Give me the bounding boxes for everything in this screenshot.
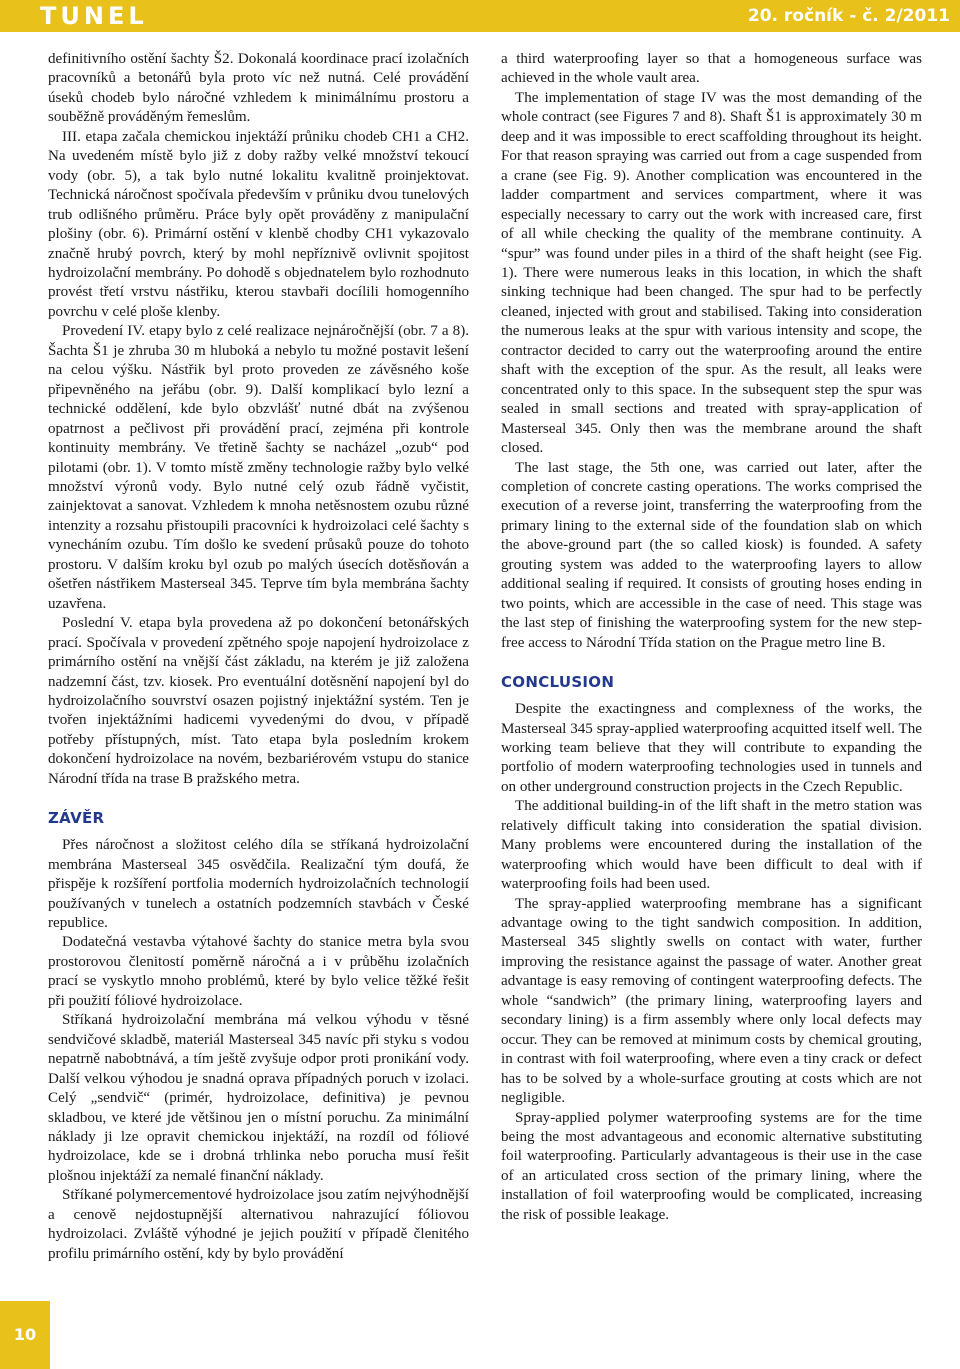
section-heading: ZÁVĚR xyxy=(48,809,105,828)
paragraph: definitivního ostění šachty Š2. Dokonalá koordinace prací izolačních pracovníků a betonářů byla proto víc než nutná. Celé provádění úseků chodeb bylo náročné vzhledem k minimálnímu prostoru a souběžně prováděným řemeslům. xyxy=(48,51,469,126)
issue-label: 20. ročník - č. 2/2011 xyxy=(747,6,950,26)
paragraph: a third waterproofing layer so that a homogeneous surface was achieved in the whole vault area. xyxy=(501,51,922,87)
paragraph: The implementation of stage IV was the most demanding of the whole contract (see Figures 7 and 8). Shaft Š1 is approximately 30 m deep and it was impossible to erect scaffolding throughout its height. For that reason spraying was carried out from a cage suspended from a crane (see Fig. 9). Another complication was encountered in the ladder compartment and services compartment, where it was especially necessary to carry out the work with increased care, first of all while checking the quality of the membrane continuity. A “spur” was found under piles in a third of the shaft height (see Fig. 1). There were numerous leaks in this location, in which the shaft sinking technique had been changed. The spur had to be perfectly cleaned, injected with grout and stabilised. Taking into consideration the numerous leaks at the spur with various intensity and scope, the contractor decided to carry out the waterproofing around the entire shaft with the exception of the spur. As the result, all leaks were concentrated only to this space. In the subsequent step the spur was sealed in small sections and treated with spray-application of Masterseal 345. Only then was the membrane around the shaft closed. xyxy=(501,89,922,457)
magazine-logo: TUNEL xyxy=(40,2,148,30)
paragraph: Poslední V. etapa byla provedena až po dokončení betonářských prací. Spočívala v provedení zpětného spoje napojení hydroizolace z primárního ostění na vnější část základu, na kterém je již založena nadzemní část, tzv. kiosek. Pro eventuální dotěsnění napojení byl do hydroizolačního souvrství osazen pojistný injektážní systém. Ten je tvořen injektážními hadicemi vyvedenými do dvou, v případě potřeby přístupných, míst. Tato etapa byla posledním krokem dokončení hydroizolace na novém, bezbariérovém vstupu do stanice Národní třída na trase B pražského metra. xyxy=(48,615,469,787)
paragraph: Přes náročnost a složitost celého díla se stříkaná hydroizolační membrána Masterseal 345 osvědčila. Realizační tým doufá, že přispěje k rozšíření portfolia moderních hydroizolačních technologií používaných v tunelech a ostatních podzemních stavbách v České republice. xyxy=(48,837,469,932)
paragraph: The last stage, the 5th one, was carried out later, after the completion of concrete casting operations. The works comprised the execution of a reverse joint, transferring the waterproofing from the primary lining to the external side of the foundation slab on which the above-ground part (the so called kiosk) is founded. A safety grouting system was added to the waterproofing layers to allow additional sealing if required. It consists of grouting hoses ending in two points, which are accessible in the case of need. This stage was the last step of finishing the waterproofing system for the new step-free access to Národní Třída station on the Prague metro line B. xyxy=(501,459,922,651)
header-bar xyxy=(0,0,960,32)
paragraph: The spray-applied waterproofing membrane has a significant advantage owing to the tight sandwich composition. In addition, Masterseal 345 slightly swells on contact with water, further improving the resistance against the passage of water. Another great advantage is easy removing of contingent waterproofing defects. The whole “sandwich” (the primary lining, waterproofing layers and secondary lining) is a firm assembly where only local defects may occur. They can be removed at minimum costs by chemical grouting, in contrast with foil waterproofing, where even a tiny crack or defect has to be solved by a whole-surface grouting at costs which are not negligible. xyxy=(501,895,922,1107)
paragraph: Stříkaná hydroizolační membrána má velkou výhodu v těsné sendvičové skladbě, materiál Masterseal 345 navíc při styku s vodou nepatrně nabobtnává, a tím ještě zvyšuje odpor proti pronikání vody. Další velkou výhodou je snadná oprava případných poruch v izolaci. Celý „sendvič“ (primér, hydroizolace, definitiva) je pevnou skladbou, ve které jde většinou jen o místní poruchu. Za minimální náklady ji lze opravit chemickou injektáží, na rozdíl od fóliové hydroizolace, kde se i drobná trhlinka nebo porucha musí řešit plošnou injektáží za nemalé finanční náklady. xyxy=(48,1012,469,1184)
paragraph: Provedení IV. etapy bylo z celé realizace nejnáročnější (obr. 7 a 8). Šachta Š1 je zhruba 30 m hluboká a nebylo tu možné postavit lešení na celou výšku. Nástřik byl proto proveden ze závěsného koše připevněného na jeřábu (obr. 9). Další komplikací bylo lezní a technické oddělení, kde bylo obzvlášť nutné dbát na zvýšenou opatrnost a pečlivost při provádění prací, zejména při kontrole kontinuity membrány. Ve třetině šachty se nacházel „ozub“ pod pilotami (obr. 1). V tomto místě změny technologie ražby bylo velké množství výronů vody. Bylo nutné celý ozub řádně vyčistit, zainjektovat a sanovat. Vzhledem k mnoha netěsnostem ozubu různé intenzity a rozsahu přistoupili pracovníci k hydroizolaci celé šachty s vynecháním ozubu. Tím došlo ke svedení průsaků pouze do tohoto prostoru. V dalším kroku byl ozub po malých úsecích dotěsňován a ošetřen nástřikem Masterseal 345. Teprve tím byla membrána šachty uzavřena. xyxy=(48,323,469,612)
right-column xyxy=(501,50,922,1350)
paragraph: Despite the exactingness and complexness of the works, the Masterseal 345 spray-applied waterproofing acquitted itself well. The working team believe that they will contribute to expanding the portfolio of modern waterproofing technologies used in tunnels and on other underground construction projects in the Czech Republic. xyxy=(501,701,922,795)
paragraph: Stříkané polymercementové hydroizolace jsou zatím nejvýhodnější a cenově nejdostupnější alternativou nahrazující fóliovou hydroizolaci. Zvláště výhodné je jejich použití v případě členitého profilu primárního ostění, kdy by bylo provádění xyxy=(48,1187,469,1262)
page-number: 10 xyxy=(13,1325,37,1344)
section-heading: CONCLUSION xyxy=(501,673,615,692)
paragraph: Spray-applied polymer waterproofing systems are for the time being the most advantageous and economic alternative substituting foil waterproofing. Particularly advantageous is their use in the case of an articulated cross section of the primary lining, where the installation of foil waterproofing would be complicated, increasing the risk of possible leakage. xyxy=(501,1109,922,1223)
paragraph: The additional building-in of the lift shaft in the metro station was relatively difficult taking into consideration the spatial division. Many problems were encountered during the installation of the waterproofing which would have been difficult to deal with if waterproofing foils had been used. xyxy=(501,798,922,893)
paragraph: III. etapa začala chemickou injektáží průniku chodeb CH1 a CH2. Na uvedeném místě bylo již z doby ražby velké množství tekoucí vody (obr. 5), a tak bylo nutné lokalitu kvalitně proinjektovat. Technická náročnost spočívala především v průniku dvou tunelových trub odlišného průměru. Práce byly opět prováděny z manipulační plošiny (obr. 6). Primární ostění v klenbě chodby CH1 vykazovalo značně hrubý povrch, který by mohl nepříznivě ovlivnit spojitost hydroizolační membrány. Po dohodě s objednatelem bylo rozhodnuto provést třetí vrstvu nástřiku, kterou stavbaři docílili homogenního povrchu v celé ploše klenby. xyxy=(48,128,469,320)
page-number-tab xyxy=(0,1301,50,1369)
paragraph: Dodatečná vestavba výtahové šachty do stanice metra byla svou prostorovou členitostí poměrně náročná a i v průběhu izolačních prací se vyskytlo mnoho problémů, které by bylo velice těžké řešit při použití fóliové hydroizolace. xyxy=(48,934,469,1009)
left-column xyxy=(48,50,469,1350)
